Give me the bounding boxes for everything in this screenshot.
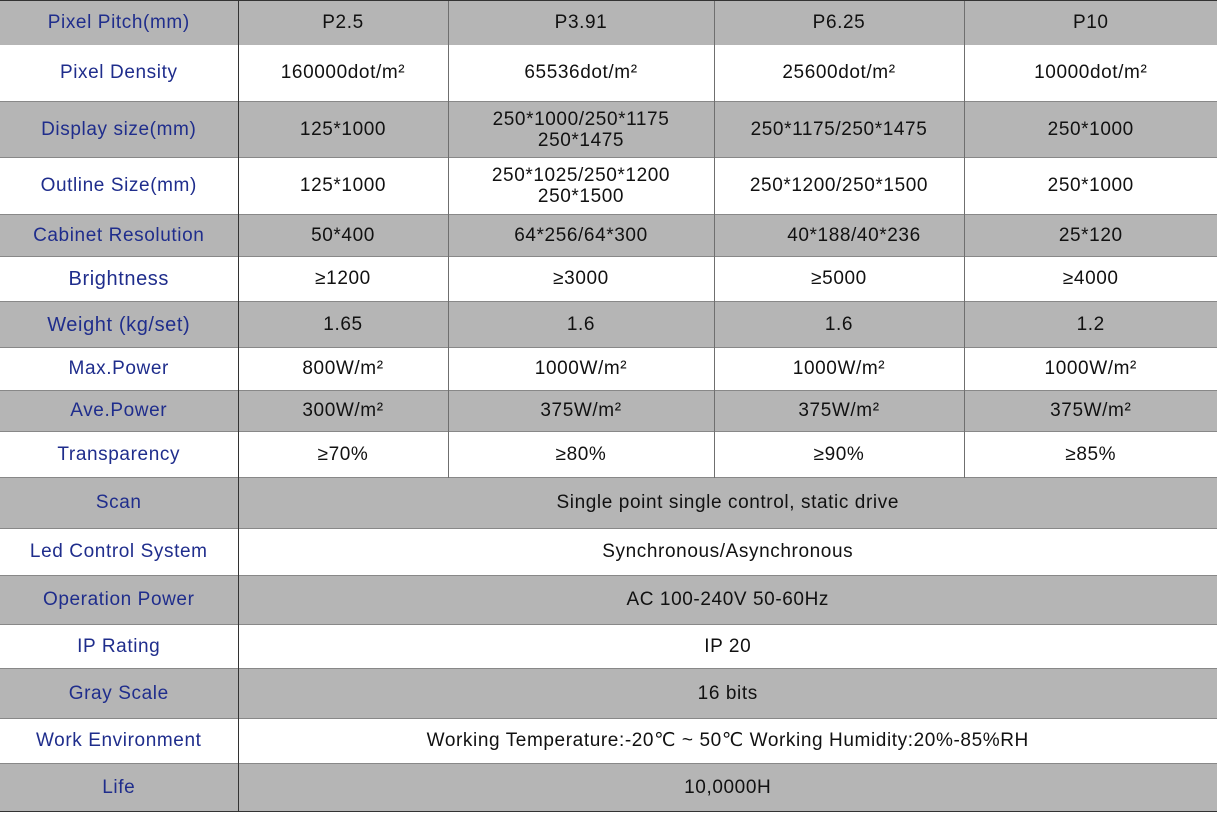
spec-row-weight [0,302,1217,348]
spec-value: 1000W/m² [714,348,964,391]
spec-value: 250*1000 [964,102,1217,158]
spec-value: 64*256/64*300 [448,215,714,257]
row-label: Work Environment [0,719,238,764]
spec-value: 300W/m² [238,391,448,432]
spec-value: Working Temperature:-20℃ ~ 50℃ Working Humidity:20%-85%RH [238,719,1217,764]
row-label: IP Rating [0,625,238,669]
spec-value: ≥70% [238,432,448,478]
row-label: Pixel Density [0,45,238,102]
spec-value: ≥4000 [964,257,1217,302]
spec-value: 1.2 [964,302,1217,348]
spec-value: 25600dot/m² [714,45,964,102]
model-header: P3.91 [448,1,714,45]
row-label: Brightness [0,257,238,302]
spec-row-work-environment [0,719,1217,764]
spec-value: Single point single control, static drive [238,478,1217,529]
spec-value: Synchronous/Asynchronous [238,529,1217,576]
spec-value: 1000W/m² [448,348,714,391]
row-label: Cabinet Resolution [0,215,238,257]
model-header: P2.5 [238,1,448,45]
spec-row-pixel-density [0,45,1217,102]
spec-value: 250*1000 [964,158,1217,215]
spec-value: 1.6 [448,302,714,348]
spec-value: 250*1000/250*1175 250*1475 [448,102,714,158]
spec-row-max-power [0,348,1217,391]
spec-row-transparency [0,432,1217,478]
row-label: Ave.Power [0,391,238,432]
model-header: P6.25 [714,1,964,45]
spec-row-ip-rating [0,625,1217,669]
spec-value: 1.6 [714,302,964,348]
spec-value: 250*1175/250*1475 [714,102,964,158]
spec-value: 25*120 [964,215,1217,257]
spec-row-outline-size [0,158,1217,215]
spec-value: 65536dot/m² [448,45,714,102]
spec-row-brightness [0,257,1217,302]
spec-value: ≥80% [448,432,714,478]
spec-value: 160000dot/m² [280,61,406,83]
row-label: Display size(mm) [0,102,238,158]
spec-value: 16 bits [238,669,1217,719]
spec-value: 10000dot/m² [964,45,1217,102]
row-label: Gray Scale [0,669,238,719]
spec-value: 10,0000H [238,764,1217,812]
row-label: Max.Power [0,348,238,391]
row-label: Life [0,764,238,812]
row-label: Led Control System [0,529,238,576]
spec-value: 1.65 [238,302,448,348]
row-label: Transparency [0,432,238,478]
spec-value: ≥85% [964,432,1217,478]
spec-row-ave-power [0,391,1217,432]
spec-row-cabinet-resolution [0,215,1217,257]
spec-row-display-size [0,102,1217,158]
spec-value: 50*400 [238,215,448,257]
spec-value: IP 20 [238,625,1217,669]
spec-value: ≥3000 [448,257,714,302]
row-label: Scan [0,478,238,529]
spec-value: 375W/m² [714,391,964,432]
spec-row-life [0,764,1217,812]
spec-value: 800W/m² [238,348,448,391]
spec-value: 1000W/m² [964,348,1217,391]
model-header: P10 [964,1,1217,45]
spec-value: ≥5000 [714,257,964,302]
spec-value: 250*1025/250*1200 250*1500 [448,158,714,215]
spec-row-led-control-system [0,529,1217,576]
spec-row-gray-scale [0,669,1217,719]
spec-value: 375W/m² [964,391,1217,432]
row-label: Operation Power [0,576,238,625]
spec-row-scan [0,478,1217,529]
spec-row-operation-power [0,576,1217,625]
spec-value: 250*1200/250*1500 [714,158,964,215]
spec-value: 40*188/40*236 [714,215,964,257]
header-label: Pixel Pitch(mm) [0,1,238,45]
spec-value: AC 100-240V 50-60Hz [238,576,1217,625]
row-label: Weight (kg/set) [0,302,238,348]
spec-value: 125*1000 [238,102,448,158]
row-label: Outline Size(mm) [0,158,238,215]
spec-value: ≥1200 [238,257,448,302]
spec-value: 375W/m² [448,391,714,432]
header-row [0,1,1217,45]
spec-value: 125*1000 [238,158,448,215]
spec-value: ≥90% [714,432,964,478]
